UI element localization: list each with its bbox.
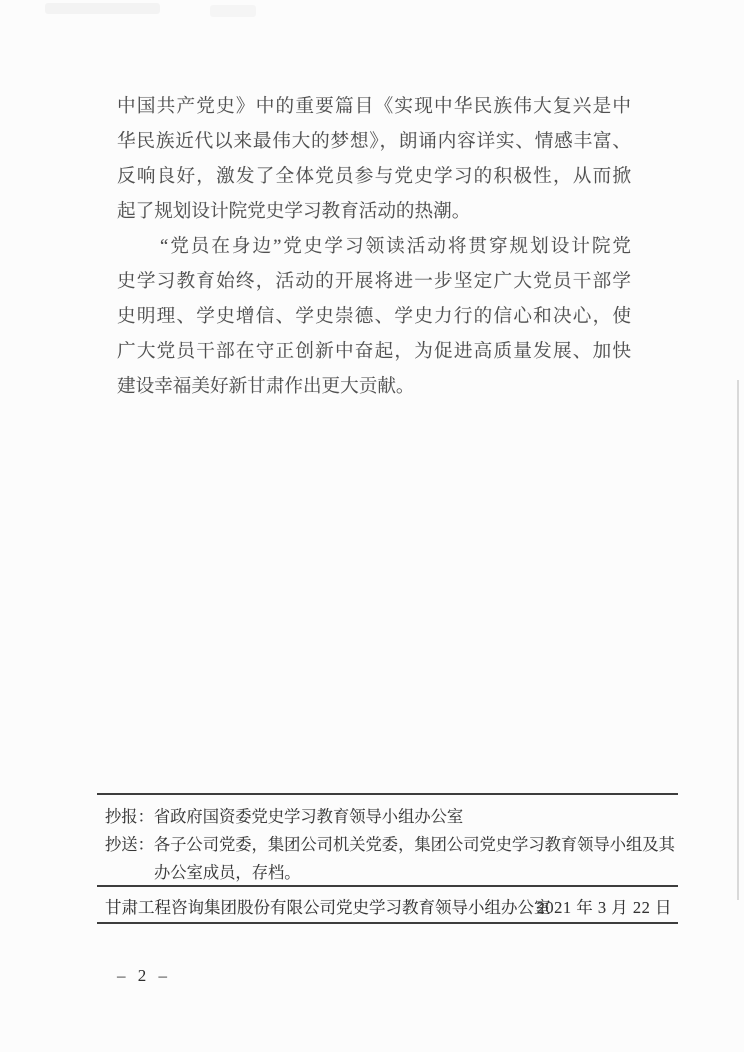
paragraph-2 xyxy=(117,229,631,404)
footer-divider-bottom xyxy=(97,922,678,924)
copy-send-continuation-line: 办公室成员，存档。 xyxy=(154,863,301,882)
paragraph-2-line-2: 史学习教育始终，活动的开展将进一步坚定广大党员干部学 xyxy=(117,271,631,292)
paragraph-2-line-1: “党员在身边”党史学习领读活动将贯穿规划设计院党 xyxy=(160,236,631,257)
body-text-block xyxy=(117,89,631,404)
paragraph-1-line-4: 起了规划设计院党史学习教育活动的热潮。 xyxy=(117,201,471,222)
issuer-line xyxy=(105,895,675,921)
scan-smudge-artifact xyxy=(45,3,160,14)
page-number: – 2 – xyxy=(117,966,171,985)
paragraph-2-line-4: 广大党员干部在守正创新中奋起，为促进高质量发展、加快 xyxy=(117,341,631,362)
paragraph-2-line-5: 建设幸福美好新甘肃作出更大贡献。 xyxy=(117,376,415,397)
scan-smudge-artifact xyxy=(210,5,256,17)
paragraph-1 xyxy=(117,89,631,229)
copy-distribution-block xyxy=(105,803,680,887)
copy-report-line: 抄报：省政府国资委党史学习教育领导小组办公室 xyxy=(105,807,464,826)
copy-send-line: 抄送：各子公司党委，集团公司机关党委，集团公司党史学习教育领导小组及其 xyxy=(105,835,675,854)
issue-date: 2021 年 3 月 22 日 xyxy=(536,898,672,917)
paragraph-1-line-3: 反响良好，激发了全体党员参与党史学习的积极性，从而掀 xyxy=(117,166,631,187)
paragraph-1-line-2: 华民族近代以来最伟大的梦想》，朗诵内容详实、情感丰富、 xyxy=(117,131,631,152)
issuing-office-name: 甘肃工程咨询集团股份有限公司党史学习教育领导小组办公室 xyxy=(105,898,551,917)
footer-divider-top xyxy=(97,793,678,795)
paragraph-1-line-1: 中国共产党史》中的重要篇目《实现中华民族伟大复兴是中 xyxy=(117,96,631,117)
scan-edge-artifact xyxy=(737,380,739,900)
paragraph-2-line-3: 史明理、学史增信、学史崇德、学史力行的信心和决心，使 xyxy=(117,306,631,327)
footer-divider-middle xyxy=(97,885,678,887)
